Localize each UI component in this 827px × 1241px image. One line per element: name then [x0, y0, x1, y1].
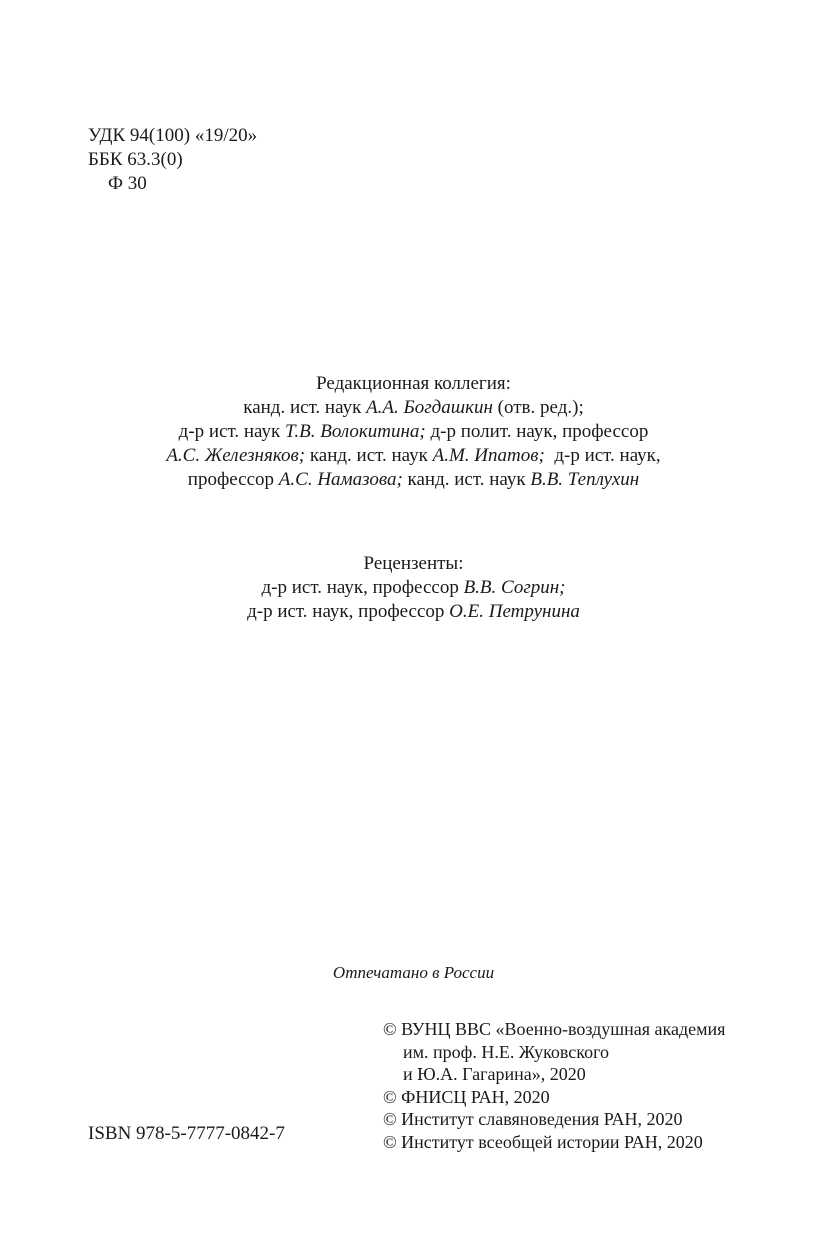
copyright-line: © ФНИСЦ РАН, 2020	[383, 1086, 550, 1107]
copyright-line: и Ю.А. Гагарина», 2020	[403, 1064, 586, 1084]
editorial-line-2	[0, 420, 827, 444]
copyright-line: © ВУНЦ ВВС «Военно-воздушная академия	[383, 1019, 726, 1039]
text: д-р ист. наук, профессор	[261, 577, 464, 598]
reviewer-line-2	[0, 600, 827, 624]
copyright-line: © Институт славяноведения РАН, 2020	[383, 1109, 683, 1129]
author-mark: Ф 30	[108, 173, 147, 194]
reviewers	[0, 552, 827, 624]
person-name: А.С. Железняков;	[166, 445, 306, 466]
person-name: В.В. Согрин;	[463, 577, 566, 598]
editorial-line-1	[0, 396, 827, 420]
editorial-line-4	[0, 468, 827, 492]
reviewers-heading: Рецензенты:	[363, 553, 464, 574]
udk-code: УДК 94(100) «19/20»	[88, 125, 258, 146]
text: д-р ист. наук,	[544, 445, 661, 466]
editorial-line-3	[0, 444, 827, 468]
isbn: ISBN 978-5-7777-0842-7	[88, 1123, 285, 1144]
text: д-р ист. наук	[178, 421, 286, 442]
person-name: А.М. Ипатов;	[432, 445, 545, 466]
printed-in: Отпечатано в России	[332, 963, 495, 982]
copyright-line: им. проф. Н.Е. Жуковского	[403, 1041, 610, 1062]
classification-codes	[88, 124, 257, 196]
text: канд. ист. наук	[402, 469, 531, 490]
text: д-р полит. наук, профессор	[425, 421, 649, 442]
copyright-block	[383, 1018, 725, 1153]
person-name: Т.В. Волокитина;	[285, 421, 426, 442]
bbk-code: ББК 63.3(0)	[88, 149, 183, 170]
text: д-р ист. наук, профессор	[247, 601, 450, 622]
text: канд. ист. наук	[243, 397, 367, 418]
editorial-board	[0, 372, 827, 492]
text: (отв. ред.);	[492, 397, 584, 418]
person-name: А.А. Богдашкин	[366, 397, 493, 418]
reviewer-line-1	[0, 576, 827, 600]
person-name: О.Е. Петрунина	[449, 601, 580, 622]
person-name: А.С. Намазова;	[278, 469, 403, 490]
person-name: В.В. Теплухин	[530, 469, 640, 490]
editorial-board-heading: Редакционная коллегия:	[316, 373, 511, 394]
copyright-line: © Институт всеобщей истории РАН, 2020	[383, 1131, 703, 1152]
text: канд. ист. наук	[305, 445, 433, 466]
text: профессор	[187, 469, 279, 490]
